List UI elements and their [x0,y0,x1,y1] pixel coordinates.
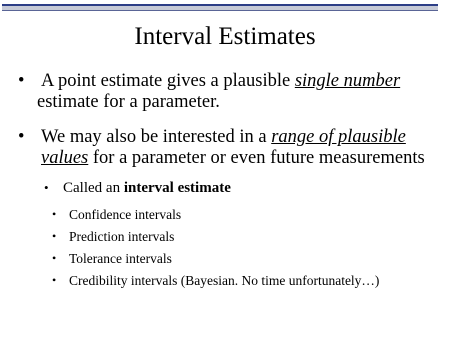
bullet-icon: • [52,251,57,265]
sub-bullet-interval-estimate: • Called an interval estimate [44,180,231,196]
bullet-icon: • [44,180,49,195]
list-item: • Confidence intervals [52,207,182,222]
slide-title: Interval Estimates [134,23,316,50]
bullet-icon: • [18,127,25,147]
bullet-icon: • [52,273,57,287]
emphasis-range: range of plausible [271,127,406,147]
bullet-range-estimate: • We may also be interested in a range of plausible values for a parameter or even future measurements [18,127,425,168]
bullet-icon: • [52,207,57,221]
bullet-icon: • [18,71,25,91]
list-item: • Credibility intervals (Bayesian. No time unfortunately…) [52,273,380,288]
bullet-icon: • [52,229,57,243]
emphasis-single-number: single number [294,71,401,91]
list-item: • Prediction intervals [52,229,175,244]
header-rule [2,4,438,12]
list-item: • Tolerance intervals [52,251,172,266]
interval-estimate-term: interval estimate [123,180,231,196]
bullet-point-estimate: • A point estimate gives a plausible single number estimate for a parameter. [18,71,401,112]
